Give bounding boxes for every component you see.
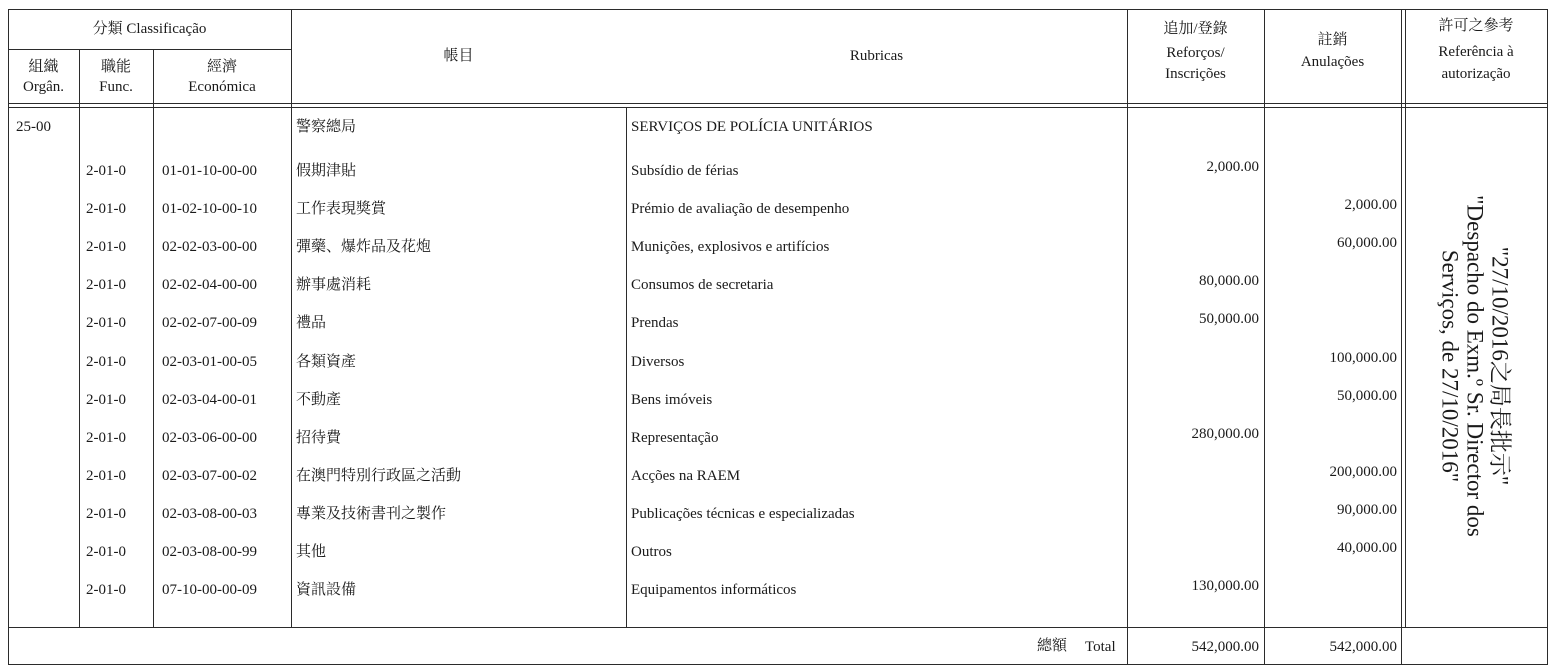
row-reinforcement: 2,000.00 — [1206, 159, 1259, 175]
row-cancellation: 60,000.00 — [1337, 235, 1397, 251]
reinforcement-header-pt2: Inscrições — [1165, 66, 1226, 82]
row-cancellation: 90,000.00 — [1337, 502, 1397, 518]
row-reinforcement: 50,000.00 — [1199, 311, 1259, 327]
econ-header-zh: 經濟 — [206, 59, 237, 75]
rubricas-reinforcement-divider — [1127, 9, 1128, 665]
row-econ-code: 07-10-00-00-09 — [162, 582, 257, 598]
row-rubrica-pt: Prendas — [631, 315, 679, 331]
rubricas-header: Rubricas — [849, 48, 904, 64]
row-account-zh: 工作表現獎賞 — [296, 201, 387, 217]
row-cancellation: 50,000.00 — [1337, 388, 1397, 404]
row-account-zh: 專業及技術書刊之製作 — [296, 506, 447, 522]
total-reinforcement: 542,000.00 — [1191, 639, 1259, 655]
row-func-code: 2-01-0 — [86, 239, 126, 255]
row-func-code: 2-01-0 — [86, 468, 126, 484]
row-func-code: 2-01-0 — [86, 430, 126, 446]
classification-divider — [8, 49, 291, 50]
row-account-zh: 不動產 — [296, 392, 342, 408]
cancellation-header-zh: 註銷 — [1317, 32, 1348, 48]
row-rubrica-pt: Munições, explosivos e artifícios — [631, 239, 830, 255]
row-account-zh: 招待費 — [296, 430, 342, 446]
authorization-header-pt1: Referência à — [1438, 44, 1514, 60]
row-econ-code: 02-03-01-00-05 — [162, 354, 257, 370]
func-header-zh: 職能 — [100, 59, 131, 75]
authorization-line-3: Serviços, de 27/10/2016" — [1437, 249, 1463, 483]
table-left-border — [8, 9, 9, 665]
row-func-code: 2-01-0 — [86, 392, 126, 408]
row-account-zh: 在澳門特別行政區之活動 — [296, 468, 462, 484]
econ-header-pt: Económica — [188, 79, 256, 95]
total-row-top-border — [8, 627, 1548, 628]
row-rubrica-pt: Outros — [631, 544, 672, 560]
row-func-code: 2-01-0 — [86, 163, 126, 179]
org-header-pt: Orgân. — [23, 79, 64, 95]
row-rubrica-pt: Consumos de secretaria — [631, 277, 774, 293]
section-name-zh: 警察總局 — [296, 119, 357, 135]
row-econ-code: 02-03-06-00-00 — [162, 430, 257, 446]
cancellation-header-pt: Anulações — [1300, 54, 1365, 70]
row-func-code: 2-01-0 — [86, 277, 126, 293]
authorization-header-pt2: autorização — [1441, 66, 1511, 82]
row-func-code: 2-01-0 — [86, 315, 126, 331]
func-econ-divider — [153, 49, 154, 628]
row-account-zh: 假期津貼 — [296, 163, 357, 179]
row-account-zh: 資訊設備 — [296, 582, 357, 598]
row-cancellation: 2,000.00 — [1344, 197, 1397, 213]
table-top-border — [8, 9, 1548, 10]
row-econ-code: 02-03-08-00-99 — [162, 544, 257, 560]
reinforcement-header-pt1: Reforços/ — [1166, 45, 1225, 61]
authorization-header-zh: 許可之參考 — [1438, 18, 1514, 34]
row-rubrica-pt: Subsídio de férias — [631, 163, 739, 179]
row-econ-code: 02-03-08-00-03 — [162, 506, 257, 522]
row-econ-code: 02-03-07-00-02 — [162, 468, 257, 484]
cancel-auth-divider — [1401, 9, 1402, 665]
row-rubrica-pt: Equipamentos informáticos — [631, 582, 797, 598]
row-cancellation: 100,000.00 — [1329, 350, 1397, 366]
row-rubrica-pt: Bens imóveis — [631, 392, 713, 408]
row-econ-code: 02-02-07-00-09 — [162, 315, 257, 331]
authorization-text — [1438, 116, 1513, 616]
row-account-zh: 其他 — [296, 544, 327, 560]
authorization-line-2: "Despacho do Exm.º Sr. Director dos — [1462, 195, 1488, 537]
row-account-zh: 各類資產 — [296, 354, 357, 370]
row-econ-code: 02-02-04-00-00 — [162, 277, 257, 293]
authorization-line-1: "27/10/2016之局長批示" — [1487, 246, 1513, 486]
org-func-divider — [79, 49, 80, 628]
row-reinforcement: 280,000.00 — [1191, 426, 1259, 442]
account-rubricas-divider — [626, 108, 627, 628]
row-cancellation: 40,000.00 — [1337, 540, 1397, 556]
row-reinforcement: 80,000.00 — [1199, 273, 1259, 289]
table-bottom-border — [8, 664, 1548, 665]
total-label-zh: 總額 — [1037, 638, 1068, 654]
reinforcement-cancel-divider — [1264, 9, 1265, 665]
org-header-zh: 組織 — [28, 59, 59, 75]
total-cancellation: 542,000.00 — [1329, 639, 1397, 655]
row-cancellation: 200,000.00 — [1329, 464, 1397, 480]
reinforcement-header-zh: 追加/登錄 — [1163, 21, 1228, 37]
row-func-code: 2-01-0 — [86, 582, 126, 598]
header-bottom-border — [8, 103, 1548, 104]
classification-header: 分類 Classificação — [92, 21, 207, 37]
row-econ-code: 01-02-10-00-10 — [162, 201, 257, 217]
func-header-pt: Func. — [99, 79, 133, 95]
total-label-pt: Total — [1085, 639, 1116, 655]
account-header: 帳目 — [443, 48, 474, 64]
row-func-code: 2-01-0 — [86, 354, 126, 370]
row-econ-code: 02-02-03-00-00 — [162, 239, 257, 255]
row-econ-code: 02-03-04-00-01 — [162, 392, 257, 408]
org-code: 25-00 — [16, 119, 51, 135]
row-rubrica-pt: Representação — [631, 430, 719, 446]
row-func-code: 2-01-0 — [86, 506, 126, 522]
row-rubrica-pt: Diversos — [631, 354, 685, 370]
header-bottom-double — [8, 107, 1548, 108]
row-rubrica-pt: Prémio de avaliação de desempenho — [631, 201, 850, 217]
row-func-code: 2-01-0 — [86, 201, 126, 217]
section-name-pt: SERVIÇOS DE POLÍCIA UNITÁRIOS — [631, 119, 873, 135]
row-func-code: 2-01-0 — [86, 544, 126, 560]
row-account-zh: 彈藥、爆炸品及花炮 — [296, 239, 432, 255]
row-reinforcement: 130,000.00 — [1191, 578, 1259, 594]
econ-account-divider — [291, 9, 292, 628]
row-econ-code: 01-01-10-00-00 — [162, 163, 257, 179]
row-rubrica-pt: Publicações técnicas e especializadas — [631, 506, 855, 522]
row-account-zh: 禮品 — [296, 315, 327, 331]
row-account-zh: 辦事處消耗 — [296, 277, 372, 293]
row-rubrica-pt: Acções na RAEM — [631, 468, 741, 484]
authorization-reference — [1403, 111, 1548, 621]
